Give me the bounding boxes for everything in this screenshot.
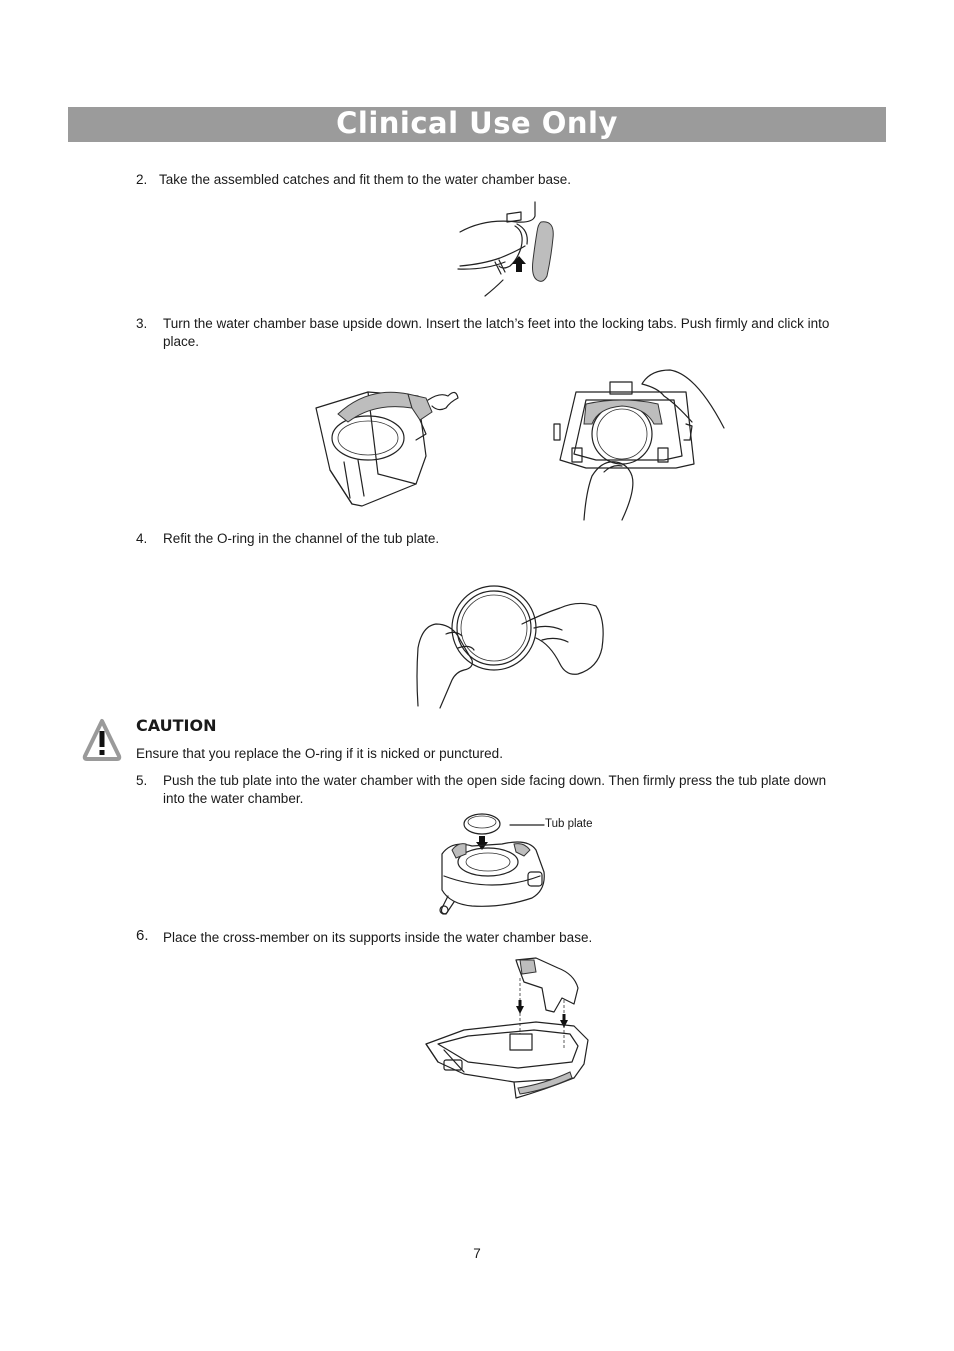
warning-triangle-icon [82, 718, 122, 762]
latch-insert-illustration [308, 378, 468, 514]
caution-text: Ensure that you replace the O-ring if it is nicked or punctured. [136, 746, 503, 761]
step-text: Refit the O-ring in the channel of the tub plate. [163, 531, 440, 546]
step-number: 3. [136, 316, 148, 331]
step-number: 6. [136, 927, 149, 944]
step-4 [136, 530, 896, 550]
step-text: Place the cross-member on its supports inside the water chamber base. [163, 930, 593, 945]
step-2 [136, 171, 896, 191]
step-text-line-1: Push the tub plate into the water chamber with the open side facing down. Then firmly press the tub plate down [163, 773, 827, 788]
header-banner [68, 107, 886, 142]
latch-click-illustration [546, 364, 730, 524]
step-number: 5. [136, 773, 148, 788]
step-number: 4. [136, 531, 148, 546]
step-3 [136, 315, 896, 353]
tub-plate-illustration [432, 810, 552, 920]
step-text-line-2: place. [163, 334, 200, 349]
caution-title: CAUTION [136, 716, 217, 735]
step-number: 2. [136, 172, 148, 187]
step-6 [136, 929, 896, 949]
page-number: 7 [473, 1246, 481, 1261]
cross-member-illustration [424, 954, 594, 1104]
o-ring-fitting-illustration [410, 584, 610, 710]
tub-plate-label: Tub plate [545, 818, 593, 830]
page-title: Clinical Use Only [336, 106, 618, 140]
step-text: Take the assembled catches and fit them to the water chamber base. [159, 172, 571, 187]
catch-fitting-illustration [455, 196, 565, 300]
step-text-line-1: Turn the water chamber base upside down. Insert the latch’s feet into the locking tabs. Push firmly and click into [163, 316, 830, 331]
step-5 [136, 772, 896, 810]
step-text-line-2: into the water chamber. [163, 791, 304, 806]
